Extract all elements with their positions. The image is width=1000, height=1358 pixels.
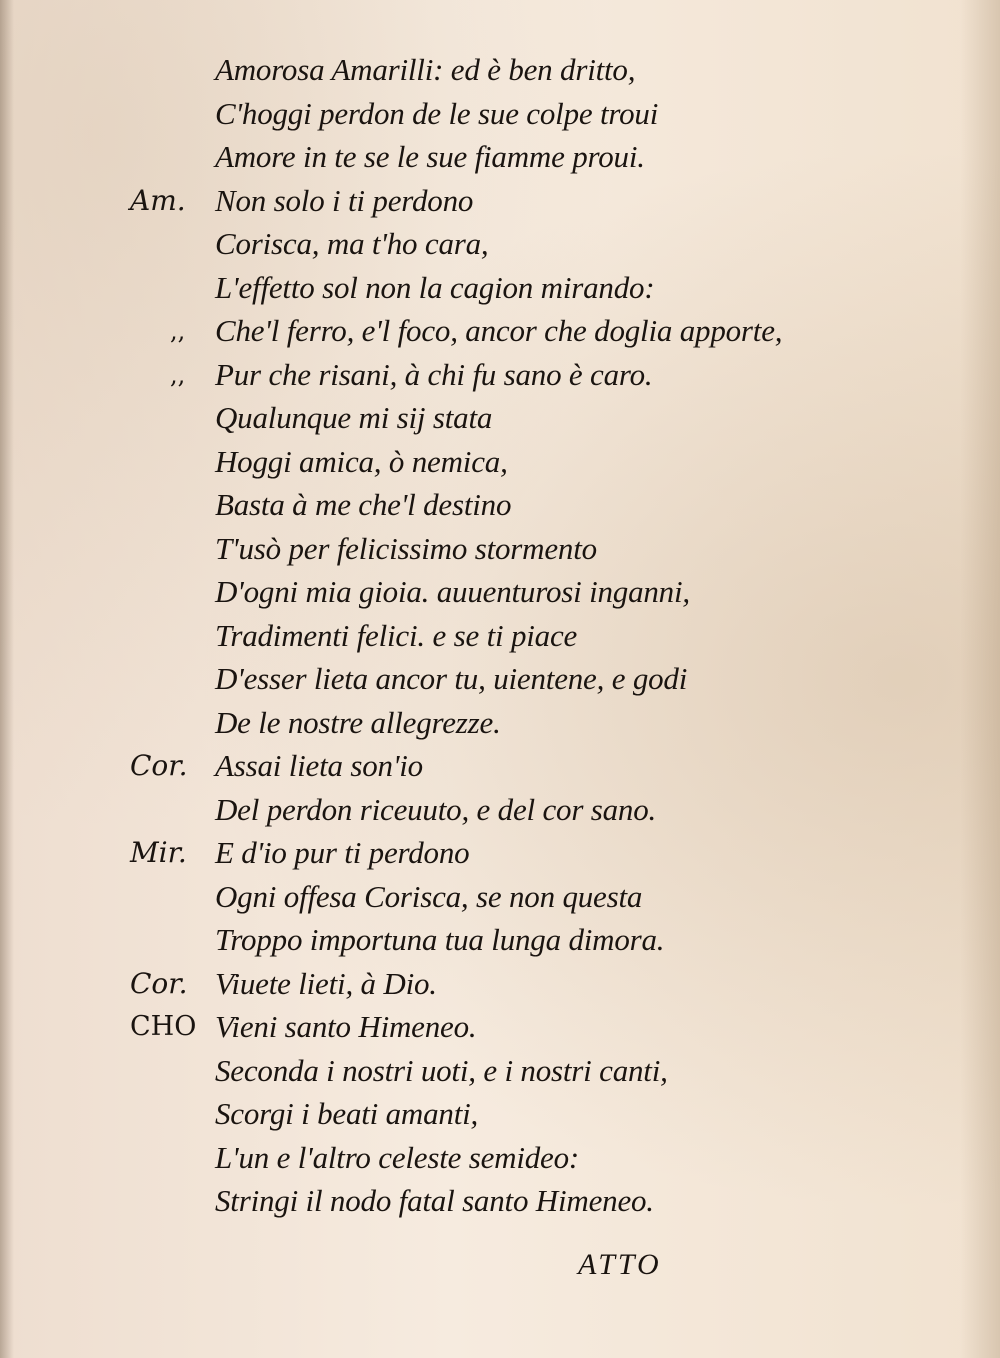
verse-line [0,135,1000,179]
verse-text: D'esser lieta ancor tu, uientene, e godi [215,661,688,696]
verse-line [0,483,1000,527]
verse-line [0,353,1000,397]
speaker-label: CHO [130,1011,197,1042]
verse-text: C'hoggi perdon de le sue colpe troui [215,95,659,131]
verse-line [0,222,1000,266]
verse-line [0,875,1000,919]
verse-line [0,918,1000,962]
speaker-label: Mir. [130,836,187,869]
verse-text: Seconda i nostri uoti, e i nostri canti, [215,1052,668,1088]
verse-text: L'un e l'altro celeste semideo: [215,1139,580,1175]
verse-line [0,1136,1000,1180]
speaker-label: Cor. [130,749,188,782]
verse-text: Non solo i ti perdono [215,182,474,218]
verse-line [0,744,1000,788]
verse-text: D'ogni mia gioia. auuenturosi inganni, [215,574,690,609]
quotation-mark: ,, [170,360,186,389]
verse-line [0,570,1000,614]
catchword: ATTO [578,1248,662,1281]
speaker-label: Am. [130,183,186,217]
verse-line [0,396,1000,440]
verse-line [0,1049,1000,1093]
verse-text: Hoggi amica, ò nemica, [215,443,508,479]
speaker-label: Cor. [130,966,188,1000]
verse-text: Troppo importuna tua lunga dimora. [215,922,665,957]
verse-line [0,701,1000,745]
verse-line [0,1092,1000,1136]
verse-text: Stringi il nodo fatal santo Himeneo. [215,1183,654,1218]
verse-text: Tradimenti felici. e se ti piace [215,617,578,653]
verse-line [0,1005,1000,1049]
verse-text: Pur che risani, à chi fu sano è caro. [215,356,653,392]
verse-line [0,1179,1000,1223]
verse-line [0,788,1000,832]
verse-text: Corisca, ma t'ho cara, [215,226,489,261]
verse-text: T'usò per felicissimo stormento [215,530,597,566]
verse-text: Amorosa Amarilli: ed è ben dritto, [215,52,636,87]
verse-text: Scorgi i beati amanti, [215,1096,479,1131]
verse-text: Amore in te se le sue fiamme proui. [215,139,645,174]
verse-line [0,92,1000,136]
verse-text: Assai lieta son'io [215,748,423,783]
quotation-mark: ,, [170,317,186,345]
verse-text: L'effetto sol non la cagion mirando: [215,269,655,305]
verse-text: Ogni offesa Corisca, se non questa [215,878,643,914]
verse-line [0,831,1000,875]
verse-text: Vieni santo Himeneo. [215,1009,477,1044]
verse-text: De le nostre allegrezze. [215,704,501,740]
verse-text: Del perdon riceuuto, e del cor sano. [215,791,657,827]
verse-text: E d'io pur ti perdono [215,835,470,870]
verse-line [0,48,1000,92]
verse-text: Che'l ferro, e'l foco, ancor che doglia apporte, [215,313,783,348]
verse-text: Viuete lieti, à Dio. [215,965,437,1001]
verse-line [0,266,1000,310]
verse-line [0,440,1000,484]
verse-line [0,527,1000,571]
verse-line [0,657,1000,701]
verse-line [0,962,1000,1006]
verse-line [0,614,1000,658]
verse-text: Qualunque mi sij stata [215,400,493,435]
verse-text: Basta à me che'l destino [215,487,512,522]
verse-line [0,309,1000,353]
verse-line [0,179,1000,223]
